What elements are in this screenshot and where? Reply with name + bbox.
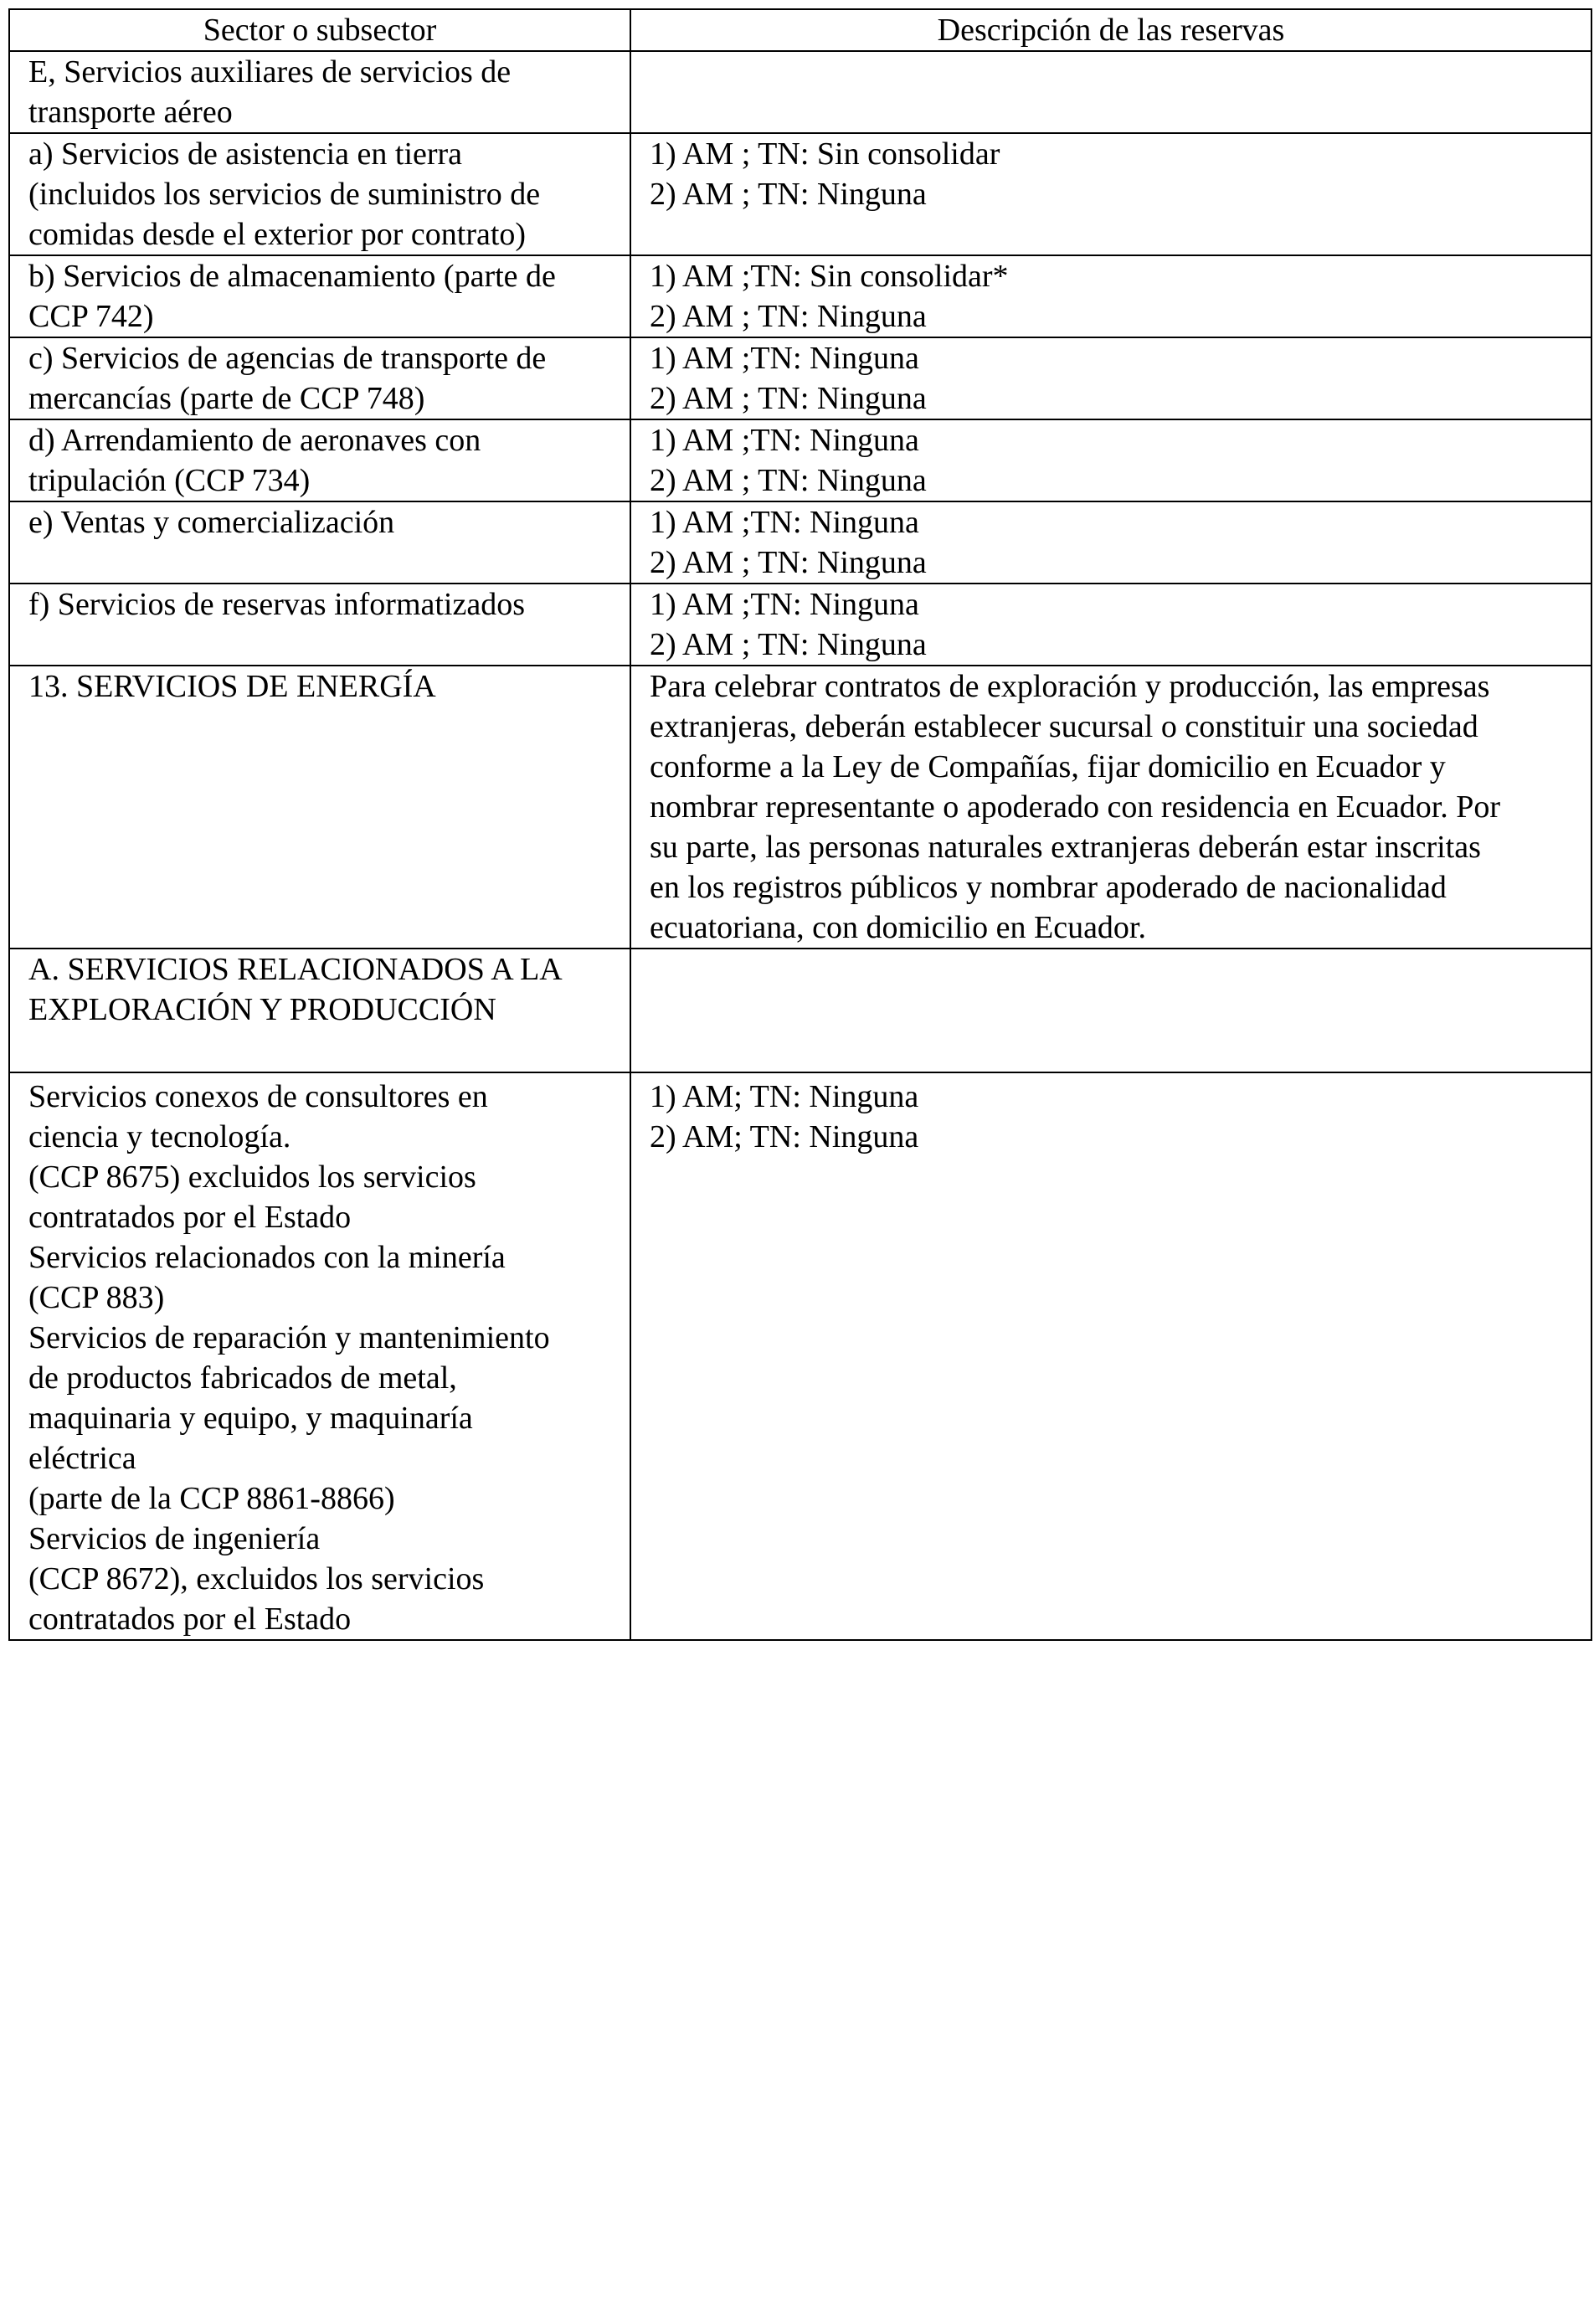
sector-text: EXPLORACIÓN Y PRODUCCIÓN (28, 992, 496, 1027)
sector-text: transporte aéreo (28, 95, 233, 130)
reserva-text: 1) AM ;TN: Sin consolidar* (650, 259, 1009, 294)
sector-text: Servicios conexos de consultores en (28, 1079, 488, 1114)
reservas-cell (630, 1072, 1591, 1640)
sector-text: Servicios de reparación y mantenimiento (28, 1320, 550, 1355)
reserva-text: nombrar representante o apoderado con residencia en Ecuador. Por (650, 789, 1501, 825)
reservas-cell (630, 949, 1591, 1072)
table-row (9, 949, 1591, 1072)
sector-text: tripulación (CCP 734) (28, 463, 311, 498)
reservas-cell (630, 133, 1591, 255)
table-header-row (9, 9, 1591, 51)
sector-text: contratados por el Estado (28, 1200, 352, 1235)
sector-text: (CCP 883) (28, 1280, 165, 1315)
sector-text: f) Servicios de reservas informatizados (28, 587, 526, 622)
sector-text: (parte de la CCP 8861-8866) (28, 1481, 395, 1516)
reserva-text: 1) AM ;TN: Ninguna (650, 341, 919, 376)
table-row (9, 255, 1591, 337)
reserva-text: 1) AM ; TN: Sin consolidar (650, 136, 1000, 172)
sector-cell (9, 1072, 630, 1640)
document-page (8, 8, 1591, 1641)
reserva-text: 1) AM ;TN: Ninguna (650, 423, 919, 458)
sector-text: a) Servicios de asistencia en tierra (28, 136, 463, 172)
reserva-text: en los registros públicos y nombrar apoderado de nacionalidad (650, 870, 1447, 905)
sector-text: 13. SERVICIOS DE ENERGÍA (28, 669, 436, 704)
sector-text: Servicios de ingeniería (28, 1521, 321, 1556)
reserva-text: 2) AM ; TN: Ninguna (650, 463, 927, 498)
reservas-cell (630, 584, 1591, 666)
sector-cell (9, 949, 630, 1072)
reserva-text: 2) AM; TN: Ninguna (650, 1119, 919, 1154)
reservas-cell (630, 419, 1591, 501)
sector-cell (9, 255, 630, 337)
table-row (9, 501, 1591, 584)
reserva-text: Para celebrar contratos de exploración y producción, las empresas (650, 669, 1490, 704)
table-row (9, 1072, 1591, 1640)
reservas-cell (630, 337, 1591, 419)
reservas-cell (630, 666, 1591, 949)
sector-text: (CCP 8672), excluidos los servicios (28, 1561, 485, 1596)
sector-text: maquinaria y equipo, y maquinaría (28, 1401, 473, 1436)
sector-cell (9, 501, 630, 584)
column-header-reservas: Descripción de las reservas (630, 9, 1591, 51)
sector-text: contratados por el Estado (28, 1602, 352, 1637)
sector-text: E, Servicios auxiliares de servicios de (28, 54, 512, 90)
reserva-text: 2) AM ; TN: Ninguna (650, 545, 927, 580)
table-row (9, 419, 1591, 501)
reservations-table (8, 8, 1592, 1641)
sector-text: c) Servicios de agencias de transporte de (28, 341, 547, 376)
reserva-text: 2) AM ; TN: Ninguna (650, 299, 927, 334)
sector-text: (incluidos los servicios de suministro de (28, 177, 541, 212)
table-row (9, 584, 1591, 666)
sector-text: (CCP 8675) excluidos los servicios (28, 1159, 476, 1195)
sector-text: e) Ventas y comercialización (28, 505, 395, 540)
reserva-text: extranjeras, deberán establecer sucursal o constituir una sociedad (650, 709, 1478, 744)
table-row (9, 133, 1591, 255)
sector-cell (9, 337, 630, 419)
reserva-text: 2) AM ; TN: Ninguna (650, 381, 927, 416)
sector-cell (9, 666, 630, 949)
sector-text: eléctrica (28, 1441, 136, 1476)
reserva-text: su parte, las personas naturales extranjeras deberán estar inscritas (650, 830, 1481, 865)
table-row (9, 51, 1591, 133)
reserva-text: 2) AM ; TN: Ninguna (650, 627, 927, 662)
reservas-cell (630, 255, 1591, 337)
sector-text: A. SERVICIOS RELACIONADOS A LA (28, 952, 563, 987)
sector-cell (9, 51, 630, 133)
column-header-sector: Sector o subsector (9, 9, 630, 51)
sector-text: ciencia y tecnología. (28, 1119, 291, 1154)
reservas-cell (630, 51, 1591, 133)
reserva-text: 2) AM ; TN: Ninguna (650, 177, 927, 212)
sector-text: CCP 742) (28, 299, 154, 334)
sector-text: Servicios relacionados con la minería (28, 1240, 506, 1275)
table-row (9, 337, 1591, 419)
reserva-text: 1) AM; TN: Ninguna (650, 1079, 919, 1114)
sector-cell (9, 133, 630, 255)
sector-text: mercancías (parte de CCP 748) (28, 381, 425, 416)
table-row (9, 666, 1591, 949)
sector-text: comidas desde el exterior por contrato) (28, 217, 527, 252)
sector-text: de productos fabricados de metal, (28, 1360, 457, 1396)
reserva-text: ecuatoriana, con domicilio en Ecuador. (650, 910, 1146, 945)
reserva-text: conforme a la Ley de Compañías, fijar domicilio en Ecuador y (650, 749, 1446, 784)
sector-text: b) Servicios de almacenamiento (parte de (28, 259, 556, 294)
reserva-text: 1) AM ;TN: Ninguna (650, 505, 919, 540)
reserva-text: 1) AM ;TN: Ninguna (650, 587, 919, 622)
sector-cell (9, 419, 630, 501)
sector-cell (9, 584, 630, 666)
reservas-cell (630, 501, 1591, 584)
sector-text: d) Arrendamiento de aeronaves con (28, 423, 481, 458)
